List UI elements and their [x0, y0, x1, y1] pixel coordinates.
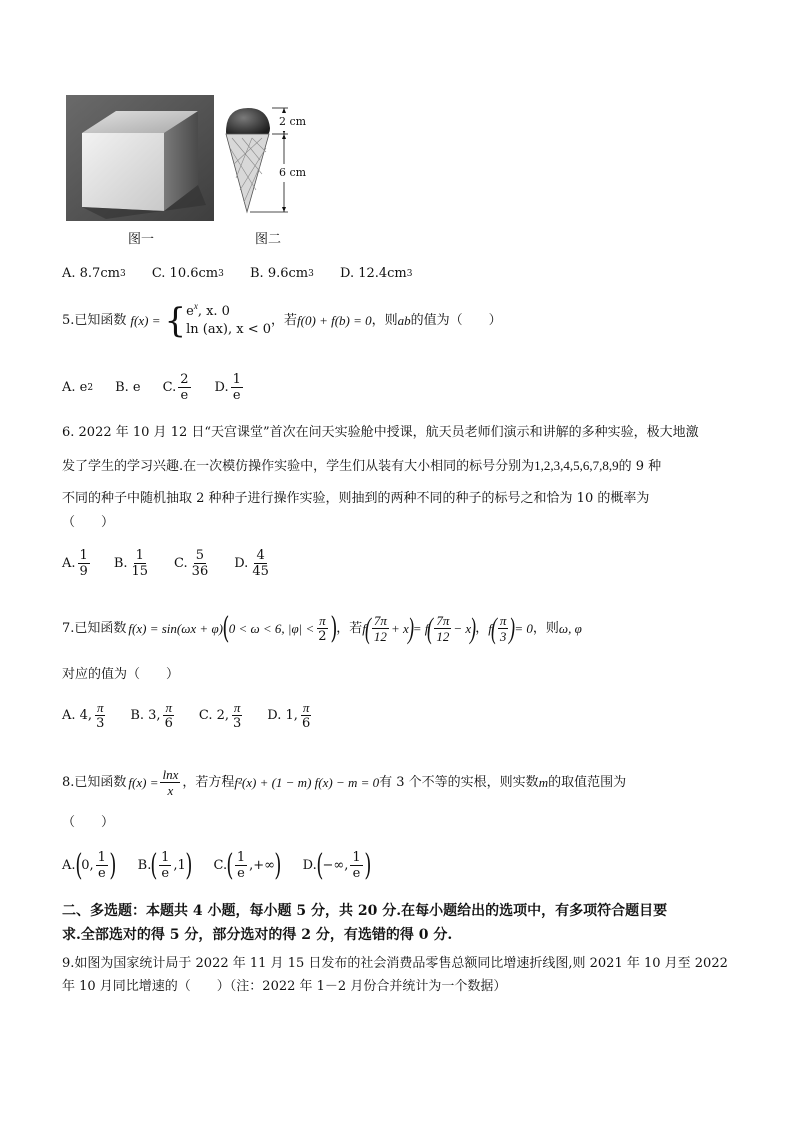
q4-option-a[interactable]: A. 8.7cm 3	[62, 266, 126, 281]
section-2-heading-line-2: 求.全部选对的得 5 分，部分选对的得 2 分，有选错的得 0 分.	[62, 927, 453, 943]
q6-line-4: （ ）	[62, 515, 115, 530]
q5-option-c[interactable]: C. $\frac{2}{e}$	[162, 372, 189, 403]
q9-line-1: 9.如图为国家统计局于 2022 年 11 月 15 日发布的社会消费品零售总额同比增速折线图,则 2021 年 10 月至 2022	[62, 956, 728, 971]
q8-line-2: （ ）	[62, 815, 115, 830]
q5-target: ab	[397, 313, 411, 328]
q7-option-a[interactable]: A. 4, $\frac{\pi}{3}$	[62, 700, 105, 731]
q4-option-d[interactable]: D. 12.4cm 3	[339, 266, 413, 281]
q5-brace: {	[164, 301, 187, 341]
q5-option-d[interactable]: D. $\frac{1}{e}$	[214, 372, 241, 403]
dim-label-bottom: 6 cm	[278, 164, 307, 182]
q7-func: f(x) = sin(ωx + φ)	[128, 620, 223, 636]
q4-option-c[interactable]: C. 10.6cm 3	[151, 266, 224, 281]
section-2-heading-line-1: 二、多选题：本题共 4 小题，每小题 5 分，共 20 分.在每小题给出的选项中，有多项符合题目要	[62, 903, 668, 919]
q8-equation: f²(x) + (1 − m) f(x) − m = 0	[234, 774, 380, 790]
q6-line-1: 6. 2022 年 10 月 12 日“天宫课堂”首次在问天实验舱中授课，航天员老师们演示和讲解的多种实验，极大地激	[62, 425, 699, 440]
q5-condition: f(0) + f(b) = 0	[297, 313, 372, 328]
q8-var: m	[538, 774, 549, 790]
q8-stem: 8.已知函数 f(x) = $\frac{\ln x}{x}$ ，若方程 f²(x) + (1 − m) f(x) − m = 0 有 3 个不等的实根，则实数 m 的取值范围为	[62, 767, 627, 798]
q4-option-b[interactable]: B. 9.6cm 3	[250, 266, 314, 281]
q6-option-d[interactable]: D. $\frac{4}{45}$	[234, 548, 269, 579]
q5-func-lhs: f(x) =	[130, 313, 161, 328]
cube-drawing	[66, 95, 214, 221]
q7-zero: f ( $\frac{\pi}{3}$ ) = 0	[488, 611, 533, 645]
figure-1-caption: 图一	[128, 232, 155, 247]
q8-func-lhs: f(x) =	[128, 774, 159, 790]
q7-mid: ，若	[336, 620, 363, 636]
q6-option-b[interactable]: B. $\frac{1}{15}$	[113, 548, 149, 579]
dim-label-top: 2 cm	[278, 113, 307, 131]
q5-stem	[62, 303, 502, 339]
q5-end: 的值为（ ）	[410, 313, 502, 328]
q9-line-2: 年 10 月同比增速的（ ）（注：2022 年 1－2 月份合并统计为一个数据）	[62, 979, 507, 994]
q7-stem: 7.已知函数 f(x) = sin(ωx + φ) ( 0 < ω < 6, |φ| < $\frac{\pi}{2}$ ) ，若 f ( $\frac{7\pi}{12}$ + x ) = f ( $\frac{7\pi}{12}$ − x ) ， f ( $\frac{\pi}{3}$ ) = 0 ，则 ω, φ	[62, 610, 582, 646]
q5-prefix: 5.已知函数	[62, 313, 127, 328]
q5-tail: ，则	[371, 313, 398, 328]
q5-pieces	[186, 303, 271, 339]
q5-piece-1: $e^x$, x. 0	[186, 301, 230, 319]
q8-options	[62, 847, 392, 883]
q7-options	[62, 700, 336, 731]
q8-option-c[interactable]: C. ( $\frac{1}{e}$ ,+∞ )	[213, 847, 282, 883]
q5-mid: ，若	[271, 313, 298, 328]
figure-2-caption: 图二	[255, 232, 282, 247]
q6-option-a[interactable]: A. $\frac{1}{9}$	[62, 548, 88, 579]
q8-option-a[interactable]: A. ( 0, $\frac{1}{e}$ )	[62, 847, 117, 883]
q5-options	[62, 372, 267, 403]
q7-prefix: 7.已知函数	[62, 620, 127, 636]
q7-option-b[interactable]: B. 3, $\frac{\pi}{6}$	[130, 700, 173, 731]
q8-option-d[interactable]: D. ( −∞, $\frac{1}{e}$ )	[302, 847, 371, 883]
q7-option-d[interactable]: D. 1, $\frac{\pi}{6}$	[267, 700, 311, 731]
q7-line-2: 对应的值为（ ）	[62, 667, 180, 682]
figure-cube	[66, 95, 214, 221]
q7-vars: ω, φ	[558, 620, 582, 636]
q8-option-b[interactable]: B. ( $\frac{1}{e}$ ,1 )	[137, 847, 193, 883]
q4-options	[62, 265, 435, 283]
q5-option-b[interactable]: B. e	[115, 379, 141, 395]
q7-condition: 0 < ω < 6, |φ| <	[228, 620, 315, 636]
q6-line-2: 发了学生的学习兴趣.在一次模仿操作实验中，学生们从装有大小相同的标号分别为1,2,3,4,5,6,7,8,9的 9 种	[62, 458, 662, 474]
q6-line-3: 不同的种子中随机抽取 2 种种子进行操作实验，则抽到的两种不同的种子的标号之和恰为 10 的概率为	[62, 491, 650, 506]
q6-options	[62, 548, 295, 579]
q6-option-c[interactable]: C. $\frac{5}{36}$	[174, 548, 209, 579]
q5-option-a[interactable]: A. e 2	[62, 379, 94, 395]
figure-cone	[222, 104, 306, 216]
q7-eq: f ( $\frac{7\pi}{12}$ + x ) = f ( $\frac{7\pi}{12}$ − x )	[362, 611, 477, 645]
q5-piece-2: ln (ax), x < 0	[186, 322, 272, 337]
q7-option-c[interactable]: C. 2, $\frac{\pi}{3}$	[198, 700, 242, 731]
